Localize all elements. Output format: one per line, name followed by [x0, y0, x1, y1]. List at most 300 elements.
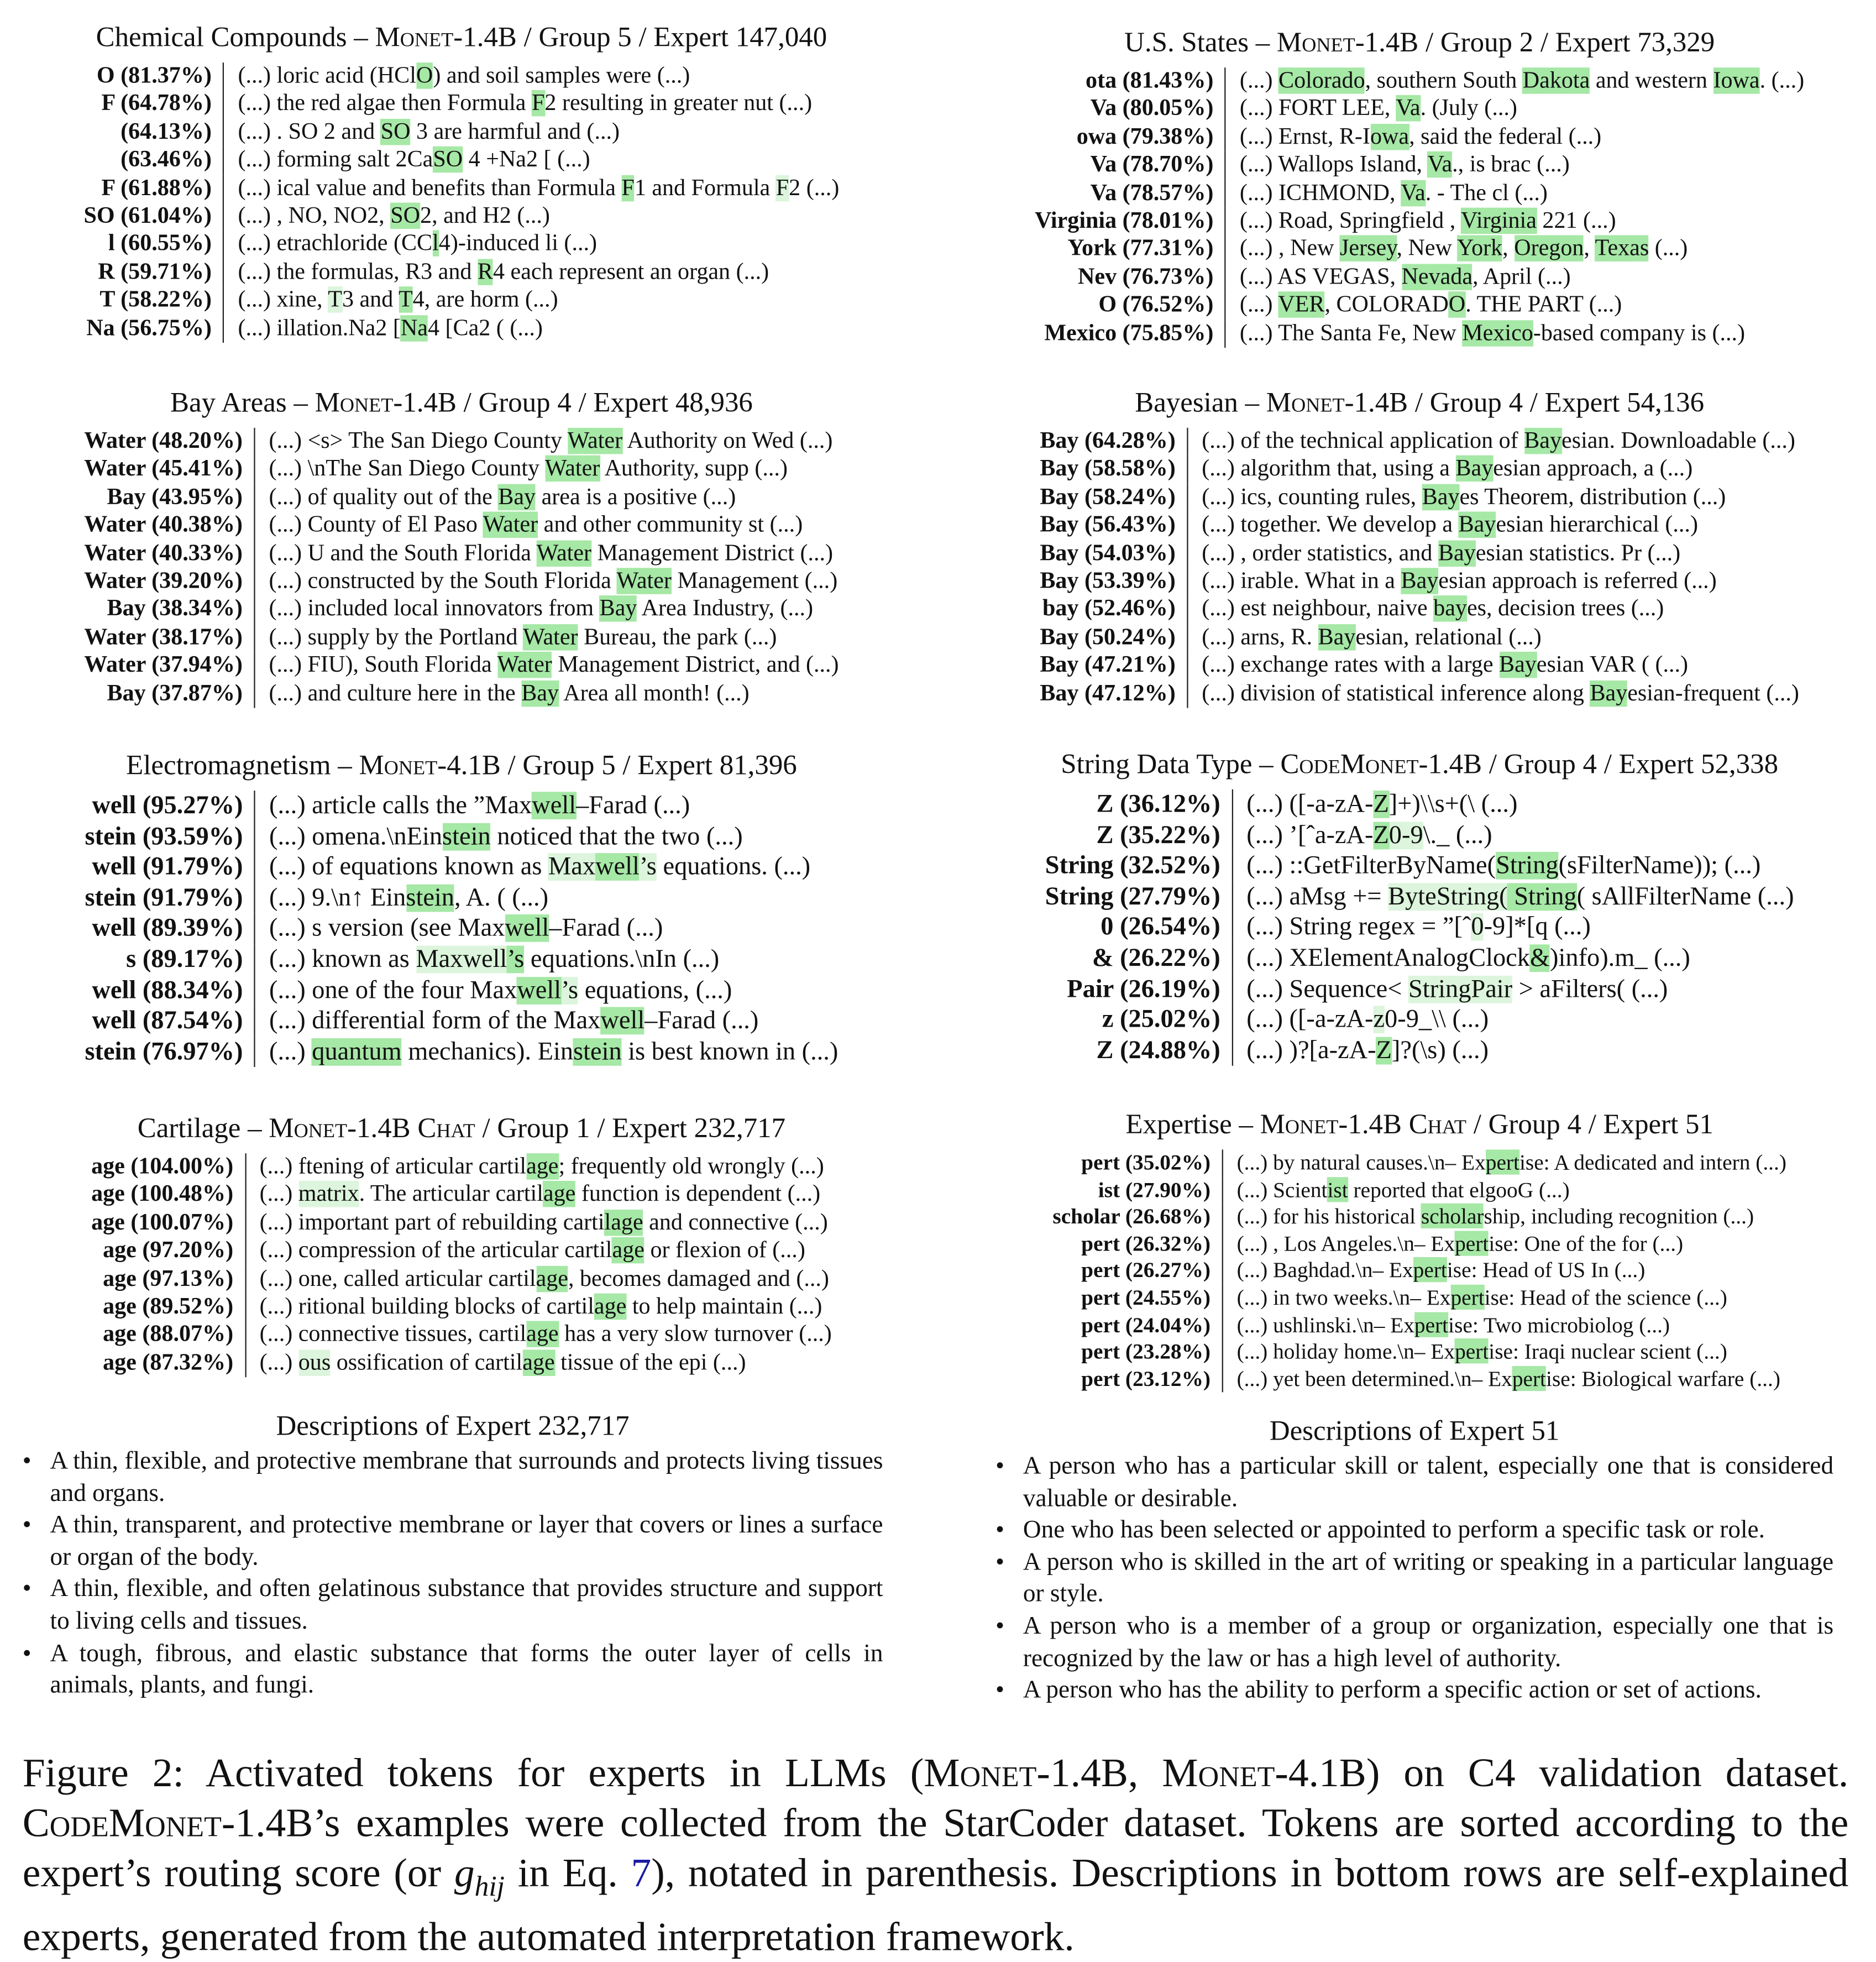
- highlighted-token: R: [477, 259, 493, 285]
- context-text: . (...): [1759, 67, 1805, 94]
- panel-topic: Bay Areas –: [170, 386, 315, 418]
- table-row: [85, 1006, 838, 1037]
- token-score: pert (26.32%): [1081, 1231, 1211, 1256]
- table-row: [1052, 1149, 1786, 1176]
- context-text: (...) AS VEGAS,: [1239, 264, 1402, 290]
- bullet-icon: •: [22, 1575, 32, 1603]
- table-row: [85, 944, 838, 975]
- table-row: [84, 596, 839, 624]
- token-score: age (87.32%): [103, 1349, 234, 1376]
- context-example: [1187, 512, 1799, 540]
- context-text: (...) FORT LEE,: [1239, 95, 1396, 122]
- token-score: well (87.54%): [92, 1007, 243, 1035]
- context-text: (...) by natural causes.\n– Ex: [1236, 1149, 1486, 1175]
- token-score: age (89.52%): [103, 1293, 234, 1320]
- context-text: 4 each represent an organ (...): [492, 259, 769, 285]
- context-text: (...) Baghdad.\n– Ex: [1236, 1257, 1413, 1283]
- highlighted-token: age: [594, 1293, 627, 1320]
- table-row: [1035, 96, 1804, 124]
- highlighted-token: Nevada: [1401, 264, 1473, 290]
- description-item: [995, 1515, 1833, 1547]
- context-example: [223, 62, 839, 91]
- panel-us-states: [988, 25, 1851, 348]
- context-text: ise: Iraqi nuclear scient (...): [1489, 1338, 1727, 1364]
- table-row: [1045, 789, 1794, 820]
- token-score: pert (23.12%): [1081, 1365, 1211, 1391]
- context-example: [255, 822, 838, 852]
- token-score: Bay (50.24%): [1040, 624, 1176, 651]
- panel-cartilage: [30, 1111, 893, 1378]
- highlighted-token: Bay: [1401, 568, 1439, 594]
- panel-group-expert: / Group 4 / Expert 52,338: [1482, 748, 1779, 779]
- context-text: (...) ics, counting rules,: [1202, 484, 1422, 510]
- highlighted-token: Z: [1373, 791, 1389, 818]
- description-text: A thin, flexible, and protective membrane that surrounds and protects living tissues and organs.: [50, 1447, 883, 1507]
- table-row: [84, 652, 839, 680]
- token-table-wrap: [30, 1146, 893, 1378]
- token-score: String (27.79%): [1045, 882, 1220, 911]
- context-text: (...): [259, 1349, 298, 1376]
- bullet-icon: •: [995, 1516, 1004, 1544]
- token-table: [85, 791, 838, 1068]
- highlighted-token: Bay: [1458, 511, 1496, 538]
- panel-model: Monet-1.4B: [315, 386, 457, 418]
- table-row: [1035, 264, 1804, 292]
- highlighted-token: age: [526, 1153, 559, 1180]
- panel-model: Monet-1.4B Chat: [269, 1112, 475, 1144]
- context-example: [1223, 1204, 1786, 1231]
- token-score: F (61.88%): [101, 174, 212, 201]
- table-row: [1040, 512, 1799, 540]
- highlighted-token: SO: [390, 202, 421, 229]
- context-text: . (July (...): [1420, 95, 1517, 122]
- context-text: (...) of quality out of the: [269, 484, 499, 510]
- panel-expertise: [988, 1107, 1851, 1393]
- context-text: (...) of equations known as: [269, 853, 549, 881]
- highlighted-token: quantum: [312, 1038, 402, 1066]
- table-row: [91, 1349, 832, 1378]
- token-score: Bay (64.28%): [1040, 427, 1176, 454]
- token-table: [1052, 1149, 1786, 1393]
- table-row: [1040, 680, 1799, 708]
- table-row: [1035, 67, 1804, 96]
- context-example: [255, 791, 838, 822]
- context-text: equations. (...): [656, 853, 811, 881]
- context-text: (...) compression of the articular cartil: [259, 1237, 612, 1264]
- bullet-icon: •: [995, 1612, 1004, 1640]
- context-text: 221 (...): [1536, 207, 1616, 234]
- caption-model: Monet-4.1B: [1162, 1751, 1366, 1797]
- context-example: [1225, 208, 1804, 236]
- context-example: [254, 680, 839, 708]
- highlighted-token: String: [1496, 852, 1559, 880]
- context-text: Bureau, the park (...): [578, 624, 777, 651]
- context-text: , April (...): [1472, 264, 1571, 290]
- token-score: String (32.52%): [1045, 852, 1220, 880]
- context-example: [1187, 428, 1799, 456]
- context-text: 3 are harmful and (...): [410, 118, 620, 145]
- highlighted-token: well: [517, 976, 562, 1004]
- table-row: [1035, 151, 1804, 180]
- descriptions-expert-51: [995, 1414, 1833, 1707]
- context-text: (...): [1649, 236, 1688, 262]
- description-item: [995, 1611, 1833, 1675]
- context-example: [255, 1037, 838, 1068]
- context-example: [254, 484, 839, 512]
- context-text: (...) and culture here in the: [269, 680, 522, 707]
- table-row: [1040, 456, 1799, 484]
- highlighted-token: VER: [1278, 291, 1325, 318]
- table-row: [84, 428, 839, 456]
- context-text: 4, are horm (...): [412, 286, 558, 313]
- table-row: [1045, 882, 1794, 913]
- table-row: [84, 456, 839, 484]
- context-text: (...) algorithm that, using a: [1202, 456, 1456, 483]
- panel-topic: Electromagnetism –: [126, 749, 359, 781]
- context-example: [245, 1181, 832, 1210]
- context-text: function is dependent (...): [575, 1181, 821, 1208]
- context-text: (...) est neighbour, naive: [1202, 596, 1434, 622]
- table-row: [1045, 974, 1794, 1005]
- highlighted-token: stein: [406, 884, 454, 912]
- equation-ref-link[interactable]: 7: [631, 1851, 652, 1897]
- token-score: ist (27.90%): [1098, 1176, 1211, 1202]
- context-text: (...) etrachloride (CC: [238, 231, 433, 257]
- highlighted-token: pert: [1455, 1338, 1489, 1364]
- token-table-wrap: [30, 420, 893, 708]
- context-text: (...): [1239, 291, 1278, 318]
- context-text: (...) included local innovators from: [269, 596, 600, 622]
- context-example: [254, 428, 839, 456]
- context-example: [223, 91, 839, 119]
- descriptions-expert-232717: [23, 1409, 883, 1702]
- highlighted-token: Jersey: [1340, 236, 1397, 262]
- highlighted-token: Va: [1401, 179, 1426, 206]
- context-text: (...) s version (see Max: [269, 914, 505, 943]
- context-text: . - The cl (...): [1425, 179, 1548, 206]
- token-score: Z (24.88%): [1096, 1037, 1220, 1064]
- context-text: reported that elgooG (...): [1348, 1176, 1570, 1202]
- table-row: [84, 203, 840, 231]
- context-text: 1 and Formula: [634, 174, 776, 201]
- description-text: A person who is skilled in the art of writing or speaking in a particular language or style.: [1023, 1548, 1834, 1608]
- context-text: (...) ([-a-zA-: [1246, 1006, 1374, 1034]
- context-example: [245, 1237, 832, 1265]
- highlighted-token: well: [595, 853, 640, 881]
- highlighted-token: Bay: [521, 680, 559, 707]
- context-example: [245, 1153, 832, 1181]
- token-score: Water (45.41%): [84, 456, 243, 483]
- highlighted-token: lage: [604, 1209, 643, 1236]
- token-score: pert (35.02%): [1081, 1149, 1211, 1175]
- token-score: age (97.20%): [103, 1237, 234, 1264]
- context-example: [1225, 67, 1804, 96]
- descriptions-title: Descriptions of Expert 232,717: [276, 1410, 630, 1441]
- description-text: A person who has a particular skill or talent, especially one that is considered valuable or desirable.: [1023, 1452, 1834, 1512]
- table-row: [84, 680, 839, 708]
- table-row: [85, 852, 838, 883]
- context-text: (...): [1239, 67, 1279, 94]
- token-score: Bay (47.12%): [1040, 680, 1176, 707]
- context-example: [1223, 1338, 1786, 1365]
- token-score: stein (76.97%): [85, 1038, 243, 1066]
- table-row: [84, 119, 840, 147]
- token-score: Water (48.20%): [84, 427, 243, 454]
- token-score: l (60.55%): [108, 231, 212, 257]
- context-text: esian approach is referred (...): [1438, 568, 1717, 594]
- caption-text: ), notated in parenthesis. Descriptions in bottom rows are self-explained experts, generated from the automated interpretation framework.: [22, 1851, 1849, 1960]
- context-text: (...) \nThe San Diego County: [269, 456, 545, 483]
- context-text: and connective (...): [643, 1209, 828, 1236]
- context-text: (...) connective tissues, cartil: [259, 1321, 527, 1348]
- context-text: (...) together. We develop a: [1202, 511, 1459, 538]
- highlighted-token: F: [532, 90, 545, 117]
- context-text: (...) for his historical: [1236, 1204, 1421, 1229]
- context-example: [254, 624, 839, 652]
- context-example: [1223, 1365, 1786, 1393]
- highlighted-token: ’s: [561, 976, 579, 1004]
- context-text: (...) , order statistics, and: [1202, 540, 1438, 567]
- context-text: (...) omena.\nEin: [269, 822, 443, 850]
- context-text: (...) irable. What in a: [1202, 568, 1401, 594]
- highlighted-token: matrix: [298, 1181, 359, 1208]
- description-text: A person who is a member of a group or organization, especially one that is recognized by the law or has a high level of authority.: [1023, 1612, 1834, 1672]
- highlighted-token: Z: [1373, 821, 1389, 849]
- context-text: (...) one, called articular cartil: [259, 1265, 536, 1292]
- figure-caption: [23, 1749, 1849, 1962]
- token-score: Z (35.22%): [1096, 821, 1220, 849]
- context-example: [254, 512, 839, 540]
- table-row: [1045, 1004, 1794, 1035]
- token-table-wrap: [988, 420, 1851, 708]
- context-example: [1187, 652, 1799, 680]
- table-row: [91, 1153, 832, 1181]
- token-score: & (26.22%): [1092, 944, 1220, 972]
- token-score: SO (61.04%): [83, 202, 212, 229]
- token-score: Bay (47.21%): [1040, 652, 1176, 678]
- highlighted-token: Mexico: [1462, 320, 1533, 346]
- context-text: (...) FIU), South Florida: [269, 652, 497, 678]
- token-score: Bay (53.39%): [1040, 568, 1176, 594]
- highlighted-token: age: [612, 1237, 644, 1264]
- table-row: [1035, 124, 1804, 152]
- context-text: (...): [259, 1181, 298, 1208]
- highlighted-token: Max: [416, 945, 463, 974]
- table-row: [1045, 943, 1794, 974]
- description-text: A person who has the ability to perform a specific action or set of actions.: [1023, 1676, 1762, 1704]
- table-row: [84, 175, 840, 203]
- context-example: [1187, 540, 1799, 568]
- context-example: [255, 975, 838, 1006]
- token-table: [1045, 789, 1794, 1066]
- highlighted-token: Bay: [599, 596, 637, 622]
- context-example: [1187, 596, 1799, 624]
- table-row: [85, 822, 838, 852]
- caption-text: in Eq.: [504, 1851, 631, 1897]
- context-text: (...) ([-a-zA-: [1246, 791, 1374, 818]
- context-text: (...) known as: [269, 945, 416, 974]
- context-text: ossification of cartil: [331, 1349, 523, 1376]
- table-row: [1052, 1312, 1786, 1339]
- token-score: age (100.48%): [91, 1181, 234, 1208]
- table-row: [1040, 540, 1799, 568]
- highlighted-token: Va: [1396, 95, 1421, 122]
- description-item: [995, 1547, 1833, 1611]
- panel-group-expert: / Group 4 / Expert 51: [1466, 1108, 1713, 1140]
- context-text: ise: Two microbiolog (...): [1448, 1311, 1670, 1337]
- table-row: [1040, 428, 1799, 456]
- highlighted-token: Bay: [1422, 484, 1460, 510]
- context-text: , becomes damaged and (...): [568, 1265, 829, 1292]
- context-text: (...) important part of rebuilding carti: [259, 1209, 605, 1236]
- context-text: > aFilters( (...): [1512, 975, 1668, 1003]
- token-score: Va (80.05%): [1090, 95, 1214, 122]
- context-text: ) and soil samples were (...): [433, 62, 690, 89]
- table-row: [1040, 624, 1799, 652]
- context-example: [255, 852, 838, 883]
- highlighted-token: Bay: [1524, 427, 1562, 454]
- highlighted-token: Water: [483, 511, 538, 538]
- table-row: [84, 91, 840, 119]
- context-example: [223, 203, 839, 231]
- context-example: [1225, 320, 1804, 348]
- highlighted-token: pert: [1455, 1231, 1489, 1256]
- context-text: (...) of the technical application of: [1202, 427, 1524, 454]
- context-example: [1232, 789, 1794, 820]
- panel-title: [988, 1107, 1851, 1142]
- context-text: Area Industry, (...): [637, 596, 814, 622]
- panel-model: Monet-1.4B: [1266, 386, 1408, 418]
- table-row: [85, 1037, 838, 1068]
- context-text: (...) <s> The San Diego County: [269, 427, 568, 454]
- context-text: , New: [1396, 236, 1457, 262]
- context-example: [223, 147, 839, 175]
- panel-bay-areas: [30, 385, 893, 708]
- token-score: well (91.79%): [92, 853, 243, 881]
- context-example: [1232, 1035, 1794, 1066]
- context-text: ise: Biological warfare (...): [1546, 1365, 1780, 1391]
- table-row: [85, 975, 838, 1006]
- token-table-wrap: [988, 782, 1851, 1066]
- caption-text: ) on C4 validation dataset.: [1366, 1751, 1849, 1797]
- context-text: (...) one of the four Max: [269, 976, 517, 1004]
- context-text: area is a positive (...): [536, 484, 736, 510]
- token-score: Water (40.33%): [84, 540, 243, 567]
- token-score: Bay (37.87%): [107, 680, 243, 707]
- highlighted-token: pert: [1485, 1149, 1519, 1175]
- highlighted-token: bay: [1433, 596, 1467, 622]
- context-text: (...) the formulas, R3 and: [238, 259, 478, 285]
- context-example: [254, 652, 839, 680]
- context-text: ise: One of the for (...): [1489, 1231, 1684, 1256]
- context-text: (...) ICHMOND,: [1239, 179, 1401, 206]
- caption-model: CodeMonet-1.4B: [22, 1801, 313, 1846]
- context-text: )info).m_ (...): [1550, 944, 1690, 972]
- panel-title: [30, 1111, 893, 1145]
- highlighted-token: Water: [544, 456, 600, 483]
- token-table-wrap: [30, 55, 893, 343]
- context-text: (...) in two weeks.\n– Ex: [1236, 1284, 1451, 1310]
- context-text: and other community st (...): [538, 511, 803, 538]
- highlighted-token: Max: [548, 853, 596, 881]
- highlighted-token: pert: [1413, 1257, 1447, 1283]
- table-row: [1052, 1231, 1786, 1258]
- context-example: [1187, 680, 1799, 708]
- panel-title: [30, 20, 893, 55]
- context-text: \._ (...): [1423, 821, 1492, 849]
- description-text: One who has been selected or appointed to perform a specific task or role.: [1023, 1516, 1765, 1544]
- panel-topic: Cartilage –: [137, 1112, 269, 1144]
- token-score: R (59.71%): [98, 259, 212, 285]
- highlighted-token: String: [1507, 882, 1577, 911]
- highlighted-token: Bay: [1438, 540, 1476, 567]
- context-example: [254, 596, 839, 624]
- table-row: [1052, 1285, 1786, 1312]
- context-text: (...) Ernst, R-I: [1239, 123, 1370, 150]
- table-row: [1045, 820, 1794, 851]
- table-row: [1052, 1365, 1786, 1393]
- context-example: [1223, 1149, 1786, 1176]
- highlighted-token: SO: [433, 147, 463, 173]
- context-text: (...) division of statistical inference along: [1202, 680, 1590, 707]
- panel-model: Monet-1.4B: [1276, 26, 1419, 58]
- context-example: [245, 1210, 832, 1238]
- context-text: esian approach, a (...): [1493, 456, 1693, 483]
- context-text: (...) ritional building blocks of cartil: [259, 1293, 594, 1320]
- highlighted-token: age: [522, 1349, 555, 1376]
- token-score: O (76.52%): [1098, 291, 1214, 318]
- context-text: , southern South: [1365, 67, 1523, 94]
- context-text: 2 (...): [789, 174, 840, 201]
- panel-group-expert: / Group 5 / Expert 147,040: [516, 21, 827, 53]
- panel-group-expert: / Group 4 / Expert 48,936: [456, 386, 753, 418]
- context-text: (...) exchange rates with a large: [1202, 652, 1500, 678]
- context-text: –Farad (...): [576, 792, 690, 820]
- panel-model: Monet-1.4B: [375, 21, 517, 53]
- highlighted-token: F: [621, 174, 635, 201]
- highlighted-token: Dakota: [1522, 67, 1590, 94]
- context-text: (...) . SO 2 and: [238, 118, 381, 145]
- table-row: [84, 315, 840, 343]
- panel-topic: U.S. States –: [1124, 26, 1277, 58]
- context-example: [254, 456, 839, 484]
- context-example: [1223, 1258, 1786, 1285]
- context-example: [223, 259, 839, 287]
- token-score: z (25.02%): [1102, 1006, 1220, 1034]
- descriptions-title: Descriptions of Expert 51: [1269, 1415, 1560, 1446]
- context-text: –Farad (...): [644, 1007, 759, 1035]
- token-score: Va (78.70%): [1090, 151, 1214, 178]
- context-text: (...): [269, 1038, 312, 1066]
- token-score: (63.46%): [120, 147, 212, 173]
- context-text: tissue of the epi (...): [554, 1349, 746, 1376]
- context-text: esian, relational (...): [1355, 624, 1542, 651]
- context-text: -9]*[q (...): [1484, 913, 1591, 941]
- token-score: well (88.34%): [92, 976, 243, 1004]
- table-row: [1040, 652, 1799, 680]
- token-score: Water (40.38%): [84, 511, 243, 538]
- table-row: [91, 1321, 832, 1349]
- highlighted-token: Colorado: [1278, 67, 1365, 94]
- context-text: 4 +Na2 [ (...): [463, 147, 590, 173]
- description-text: A thin, transparent, and protective membrane or layer that covers or lines a surface or organ of the body.: [50, 1511, 883, 1571]
- token-score: O (81.37%): [96, 62, 212, 89]
- caption-math: [454, 1851, 505, 1902]
- caption-text: ’s examples were collected from the StarCoder dataset. Tokens are sorted according to the expert’s routing score (or: [22, 1801, 1849, 1897]
- context-example: [255, 944, 838, 975]
- highlighted-token: SO: [380, 118, 411, 145]
- highlighted-token: O: [416, 62, 433, 89]
